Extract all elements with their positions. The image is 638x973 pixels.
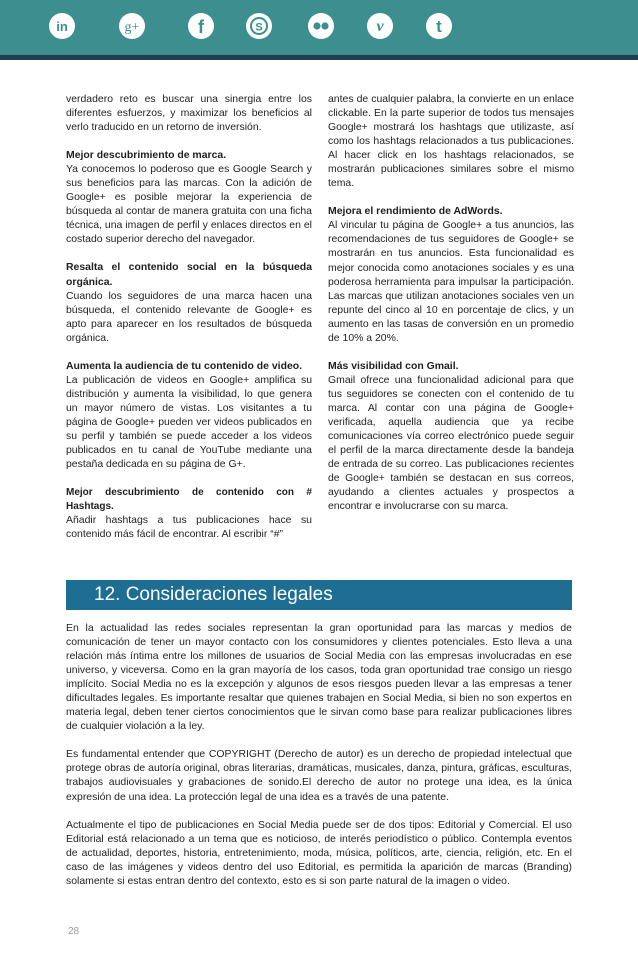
skype-icon[interactable] [245, 12, 273, 40]
vimeo-icon[interactable] [366, 12, 394, 40]
section-header-bar [66, 580, 572, 610]
right-column [328, 93, 574, 514]
flickr-icon[interactable] [307, 12, 335, 40]
linkedin-icon[interactable] [48, 12, 76, 40]
right-paragraph-2: Al vincular tu página de Google+ a tus anuncios, las recomendaciones de tus seguidores de Google+ se mostrarán en tus anuncios. Esta funcionalidad es mejor conocida como anotaciones sociales y es una poderosa herramienta para impulsar la participación. Las marcas que utilizan anotaciones sociales ven un repunte del cinco al 10 en porcentaje de clics, y un aumento en las tasas de conversión en un promedio de 10% a 20%. [328, 220, 574, 344]
heading-video-audience: Aumenta la audiencia de tu contenido de video. [66, 360, 303, 372]
flickr-glyph: •• [320, 39, 322, 40]
heading-brand-discovery: Mejor descubrimiento de marca. [66, 150, 227, 162]
social-icons-bar [0, 0, 638, 55]
left-paragraph-1: verdadero reto es buscar una sinergia entre los diferentes esfuerzos, y maximizar los beneficios al verlo traducido en un retorno de inversión. [66, 94, 312, 134]
left-column [66, 93, 312, 542]
vimeo-glyph: v [376, 18, 384, 35]
section-paragraph-3: Actualmente el tipo de publicaciones en Social Media puede ser de dos tipos: Editorial y Comercial. El uso Editorial está relacionado a un tema que es noticioso, de interés periodístico o público. Contempla eventos de actualidad, deportes, historia, entretenimiento, moda, música, políticos, arte, ciencia, religión, etc. En el caso de las imágenes y videos dentro del uso Editorial, es permitida la aparición de marcas (Branding) solamente si estas entran dentro del contexto, esto es si son parte natural de la imagen o video. [66, 819, 572, 887]
facebook-glyph: f [198, 17, 204, 37]
facebook-icon[interactable] [187, 12, 215, 40]
left-block-2 [66, 149, 312, 247]
left-paragraph-2: Ya conocemos lo poderoso que es Google Search y sus beneficios para las marcas. Con la adición de Google+ es posible mejorar la experiencia de búsqueda al contar de manera gratuita con una ficha técnica, una imagen de perfil y enlaces directos en el costado superior derecho del navegador. [66, 164, 312, 246]
right-paragraph-3: Gmail ofrece una funcionalidad adicional para que tus seguidores se conecten con el contenido de tu marca. Al contar con una página de Google+ verificada, aquella audiencia que ya recibe comunicaciones vía correo electrónico puede seguir el perfil de la marca directamente desde la bandeja de entrada de su correo. Las publicaciones recientes de Google+ también se destacan en sus correos, ayudando a clientes actuales y prospectos a encontrar e involucrarse con su marca. [328, 374, 574, 513]
right-block-3 [328, 360, 574, 515]
left-paragraph-3: Cuando los seguidores de una marca hacen una búsqueda, el contenido relevante de Google+ es apto para aparecer en los resultados de búsqueda orgánica. [66, 290, 312, 344]
google-plus-icon[interactable] [118, 12, 146, 40]
section-paragraph-2: Es fundamental entender que COPYRIGHT (Derecho de autor) es un derecho de propiedad intelectual que protege obras de autoría original, obras literarias, dramáticas, musicales, danza, pintura, gráficas, esculturas, trabajos audiovisuales y grabaciones de sonido.El derecho de autor no protege una idea, es la única expresión de una idea. La protección legal de una idea es a través de una patente. [66, 749, 572, 803]
heading-social-search: Resalta el contenido social en la búsqueda orgánica. [66, 262, 312, 288]
right-paragraph-1: antes de cualquier palabra, la convierte en un enlace clickable. En la parte superior de todos tus mensajes Google+ mostrará los hashtags que utilizaste, así como los hashtags relacionados a tus publicaciones. Al hacer click en los hashtags relacionados, se mostrarán publicaciones similares sobre el mismo tema. [328, 94, 574, 190]
left-block-3 [66, 261, 312, 345]
linkedin-glyph: in [56, 19, 68, 34]
google-plus-glyph: g+ [124, 20, 140, 35]
right-block-2 [328, 205, 574, 345]
twitter-icon[interactable] [425, 12, 453, 40]
twitter-glyph: t [436, 17, 442, 36]
header-divider [0, 55, 638, 60]
left-paragraph-5: Añadir hashtags a tus publicaciones hace su contenido más fácil de encontrar. Al escribir “#” [66, 515, 312, 541]
left-paragraph-4: La publicación de videos en Google+ amplifica su distribución y aumenta la visibilidad, lo que genera un mayor número de vistas. Los visitantes a tu página de Google+ pueden ver videos publicados en su perfil y también se puede acceder a los videos publicados en tu canal de YouTube mediante una pestaña dedicada en su página de G+. [66, 374, 312, 471]
heading-adwords: Mejora el rendimiento de AdWords. [328, 206, 503, 218]
page-number: 28 [68, 926, 80, 937]
section-paragraph-1: En la actualidad las redes sociales representan la gran oportunidad para las marcas y medios de comunicación de tener un mayor contacto con los consumidores y clientes potenciales. Esto lleva a una relación más íntima entre los millones de usuarios de Social Media con las empresas involucradas en ese universo, y viceversa. Como en la gran mayoría de los casos, toda gran oportunidad trae consigo un riesgo implícito. Social Media no es la excepción y algunos de esos riesgos pueden llevar a las empresas a tener dificultades legales. Es importante resaltar que quienes trabajen en Social Media, si bien no son expertos en materia legal, deben tener ciertos conocimientos que le sirvan como base para realizar publicaciones libres de cualquier violación a la ley. [66, 623, 572, 733]
left-block-4 [66, 360, 312, 472]
left-block-5 [66, 486, 312, 542]
skype-glyph: S [255, 21, 263, 34]
heading-hashtags: Mejor descubrimiento de contenido con # Hashtags. [66, 487, 312, 513]
section-body [66, 622, 572, 903]
section-title: 12. Consideraciones legales [94, 584, 333, 605]
heading-gmail: Más visibilidad con Gmail. [328, 360, 459, 372]
